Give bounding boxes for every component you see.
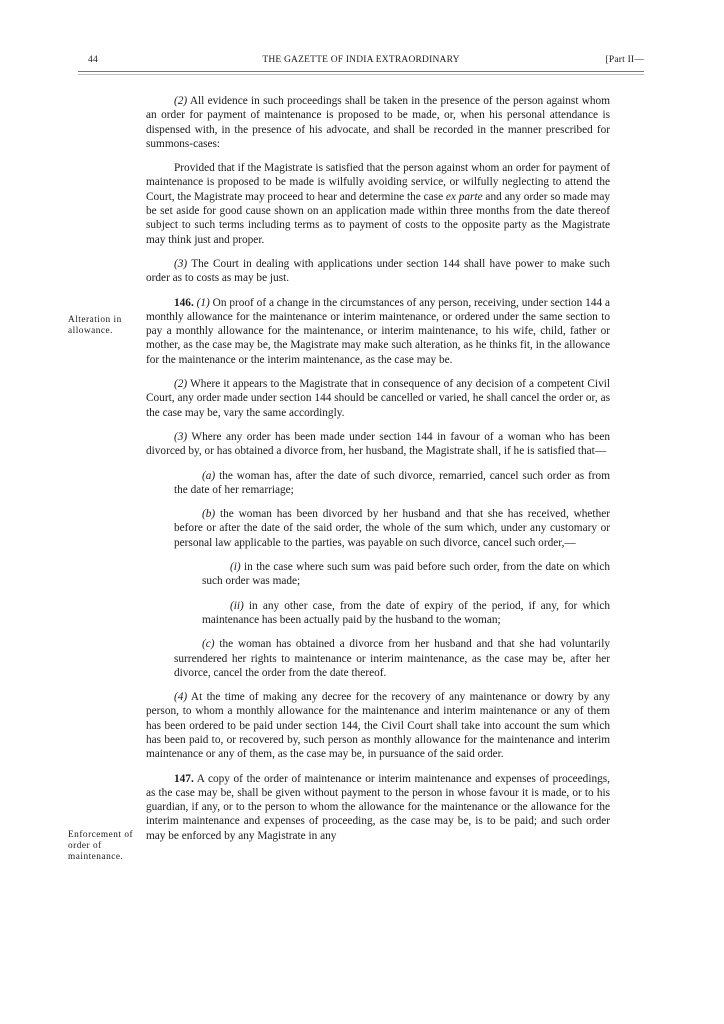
clause-a: (a) the woman has, after the date of such divorce, remarried, cancel such order as from the date of her remarriage; xyxy=(174,469,610,496)
sub-clause-i: (i) in the case where such sum was paid before such order, from the date on which such order was made; xyxy=(202,561,610,588)
sub-clause-ii: (ii) in any other case, from the date of expiry of the period, if any, for which maintenance has been actually paid by the husband to the woman; xyxy=(202,599,610,626)
section-146-2: (2) Where it appears to the Magistrate that in consequence of any decision of a competent Civil Court, any order made under section 144 should be cancelled or varied, he shall cancel the order or, as the case may be, vary the same accordingly. xyxy=(146,378,610,419)
clause-b: (b) the woman has been divorced by her husband and that she has received, whether before or after the date of the said order, the whole of the sum which, under any customary or personal law applicable to the parties, was payable on such divorce, cancel such order,— xyxy=(174,508,610,549)
section-146-4: (4) At the time of making any decree for the recovery of any maintenance or dowry by any person, to whom a monthly allowance for the maintenance and interim maintenance or any of them has been ordered to be paid under section 144, the Civil Court shall take into account the sum which has been paid to, or recovered by, such person as monthly allowance for the maintenance and interim maintenance or any of them, as the case may be, in pursuance of the said order. xyxy=(146,691,610,761)
page-number: 44 xyxy=(88,55,98,65)
section-146-1: 146. (1) On proof of a change in the circumstances of any person, receiving, under section 144 a monthly allowance for the maintenance or interim maintenance, or ordered under the same section to pay a monthly allowance for the maintenance, or interim maintenance, to his wife, child, father or mother, as the case may be, the Magistrate may make such alteration, as he thinks fit, in the allowance for the maintenance or the interim maintenance, as the case may be. xyxy=(146,296,610,366)
part-label: [Part II— xyxy=(605,55,644,65)
proviso-paragraph: Provided that if the Magistrate is satisfied that the person against whom an order for payment of maintenance is proposed to be made is wilfully avoiding service, or wilfully neglecting to attend the Court, the Magistrate may proceed to hear and determine the case ex parte and any order so made may be set aside for good cause shown on an application made within three months from the date thereof subject to such terms including terms as to payment of costs to the opposite party as the Magistrate may think just and proper. xyxy=(146,162,610,246)
section-146-3: (3) Where any order has been made under section 144 in favour of a woman who has been divorced by, or has obtained a divorce from, her husband, the Magistrate shall, if he is satisfied that— xyxy=(146,430,610,458)
margin-note-alteration: Alteration in allowance. xyxy=(68,315,122,336)
document-body xyxy=(146,94,610,853)
page-header xyxy=(78,55,644,71)
paragraph-145-3: (3) The Court in dealing with applications under section 144 shall have power to make such order as to costs as may be just. xyxy=(146,257,610,285)
header-rule xyxy=(78,71,644,75)
gazette-title: THE GAZETTE OF INDIA EXTRAORDINARY xyxy=(262,55,460,65)
section-147: 147. A copy of the order of maintenance or interim maintenance and expenses of proceedings, as the case may be, shall be given without payment to the person in whose favour it is made, or to his guardian, if any, or to the person to whom the allowance for the maintenance or the allowance for the interim maintenance and expenses of proceeding, as the case may be, is to be paid; and such order may be enforced by any Magistrate in any xyxy=(146,772,610,842)
clause-c: (c) the woman has obtained a divorce from her husband and that she had voluntarily surrendered her rights to maintenance or interim maintenance, as the case may be, after her divorce, cancel the order from the date thereof. xyxy=(174,638,610,679)
paragraph-145-2: (2) All evidence in such proceedings shall be taken in the presence of the person against whom an order for payment of maintenance is proposed to be made, or, when his personal attendance is dispensed with, in the presence of his advocate, and shall be recorded in the manner prescribed for summons-cases: xyxy=(146,95,610,150)
margin-note-enforcement: Enforcement of order of maintenance. xyxy=(68,830,134,862)
